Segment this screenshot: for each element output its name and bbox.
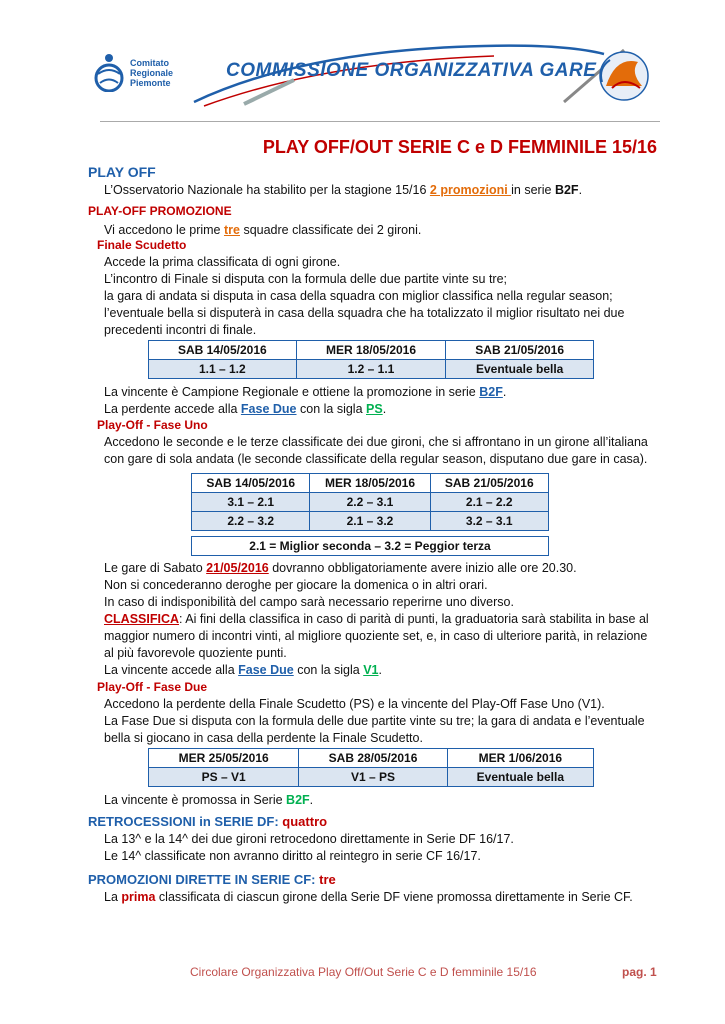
fase-uno-line: con gare di sola andata (le seconde classificate della regular season, disputano due gare in casa). xyxy=(104,452,648,466)
finale-line: precedenti incontri di finale. xyxy=(104,323,257,337)
subheading-playoff-promozione: PLAY-OFF PROMOZIONE xyxy=(88,204,232,218)
finale-schedule-table xyxy=(148,340,594,379)
fase-due-link[interactable]: Fase Due xyxy=(240,402,297,416)
v1-link[interactable]: V1 xyxy=(363,663,379,677)
fase-due-winner-line: La vincente è promossa in Serie B2F. xyxy=(104,793,314,807)
classifica-paragraph: CLASSIFICA: Ai fini della classifica in caso di parità di punti, la graduatoria sarà stabilita in base al xyxy=(104,612,649,626)
classifica-link[interactable]: CLASSIFICA xyxy=(104,612,179,626)
table-row xyxy=(192,512,549,531)
table-cell: 1.1 – 1.2 xyxy=(149,360,297,379)
committee-name: Comitato Regionale Piemonte xyxy=(130,58,174,88)
table-cell: PS – V1 xyxy=(149,768,299,787)
section-heading-retrocessioni: RETROCESSIONI in SERIE DF: quattro xyxy=(88,814,328,829)
table-header-cell: SAB 14/05/2016 xyxy=(149,341,297,360)
table-header-cell: SAB 28/05/2016 xyxy=(299,749,447,768)
section-heading-play-off: PLAY OFF xyxy=(88,164,156,180)
table-row xyxy=(192,493,549,512)
fase-due-schedule-table xyxy=(148,748,594,787)
page-number: pag. 1 xyxy=(622,965,657,979)
finale-line: L’incontro di Finale si disputa con la formula delle due partite vinte su tre; xyxy=(104,272,508,286)
table-header-cell: SAB 21/05/2016 xyxy=(446,341,594,360)
fase-uno-note-table xyxy=(191,536,549,556)
header-rule xyxy=(100,121,660,122)
subheading-fase-uno: Play-Off - Fase Uno xyxy=(97,418,208,432)
table-cell: V1 – PS xyxy=(299,768,447,787)
table-header-cell: SAB 14/05/2016 xyxy=(192,474,310,493)
finale-line: l’eventuale bella si disputerà in casa della squadra che ha totalizzato il miglior risultato nei due xyxy=(104,306,625,320)
retrocessioni-line: La 13^ e la 14^ dei due gironi retrocedono direttamente in Serie DF 16/17. xyxy=(104,832,514,846)
table-header-cell: MER 1/06/2016 xyxy=(447,749,593,768)
section-heading-promozioni-dirette: PROMOZIONI DIRETTE IN SERIE CF: tre xyxy=(88,872,336,887)
table-header-cell: SAB 21/05/2016 xyxy=(430,474,548,493)
fase-due-link[interactable]: Fase Due xyxy=(238,663,294,677)
table-row xyxy=(149,749,594,768)
finale-winner-line: La vincente è Campione Regionale e ottiene la promozione in serie B2F. xyxy=(104,385,507,399)
fase-uno-paragraph: In caso di indisponibilità del campo sarà necessario reperirne uno diverso. xyxy=(104,595,514,609)
table-row xyxy=(149,360,594,379)
table-header-cell: MER 18/05/2016 xyxy=(310,474,430,493)
fase-uno-schedule-table xyxy=(191,473,549,531)
table-cell: 2.2 – 3.1 xyxy=(310,493,430,512)
tre-link[interactable]: tre xyxy=(223,223,240,237)
fase-uno-line: Accedono le seconde e le terze classificate dei due gironi, che si affrontano in un girone all’italiana xyxy=(104,435,648,449)
classifica-paragraph: maggior numero di incontri vinti, al migliore quoziente set, e, in caso di ulteriore parità, in relazione xyxy=(104,629,648,643)
table-cell: 3.2 – 3.1 xyxy=(430,512,548,531)
footer-text: Circolare Organizzativa Play Off/Out Serie C e D femminile 15/16 xyxy=(190,965,537,979)
volleyball-icon xyxy=(92,52,126,92)
subheading-finale-scudetto: Finale Scudetto xyxy=(97,238,187,252)
table-cell: 3.1 – 2.1 xyxy=(192,493,310,512)
table-note-cell: 2.1 = Miglior seconda – 3.2 = Peggior terza xyxy=(192,537,549,556)
ps-link[interactable]: PS xyxy=(366,402,383,416)
playoff-intro: L’Osservatorio Nazionale ha stabilito per la stagione 15/16 2 promozioni in serie B2F. xyxy=(104,183,583,197)
table-cell: 2.1 – 2.2 xyxy=(430,493,548,512)
date-link[interactable]: 21/05/2016 xyxy=(206,561,269,575)
banner-title: COMMISSIONE ORGANIZZATIVA GARE xyxy=(226,60,597,81)
table-row xyxy=(192,474,549,493)
table-cell: 2.1 – 3.2 xyxy=(310,512,430,531)
table-cell: 2.2 – 3.2 xyxy=(192,512,310,531)
fase-uno-paragraph: Non si concederanno deroghe per giocare la domenica o in altri orari. xyxy=(104,578,488,592)
finale-loser-line: La perdente accede alla Fase Due con la sigla PS. xyxy=(104,402,387,416)
federation-logo xyxy=(576,46,666,106)
fase-uno-winner-line: La vincente accede alla Fase Due con la sigla V1. xyxy=(104,663,382,677)
table-row xyxy=(149,341,594,360)
table-header-cell: MER 18/05/2016 xyxy=(296,341,446,360)
classifica-paragraph: al più favorevole quoziente punti. xyxy=(104,646,287,660)
table-cell: Eventuale bella xyxy=(447,768,593,787)
fase-due-line: Accedono la perdente della Finale Scudetto (PS) e la vincente del Play-Off Fase Uno (V1). xyxy=(104,697,605,711)
table-header-cell: MER 25/05/2016 xyxy=(149,749,299,768)
finale-line: Accede la prima classificata di ogni girone. xyxy=(104,255,341,269)
fase-due-line: bella si giocano in casa della perdente la Finale Scudetto. xyxy=(104,731,423,745)
promozione-line: Vi accedono le prime tre squadre classificate dei 2 gironi. xyxy=(104,223,422,237)
page-title: PLAY OFF/OUT SERIE C e D FEMMINILE 15/16 xyxy=(262,137,657,157)
b2f-link[interactable]: B2F xyxy=(479,385,503,399)
committee-logo xyxy=(88,48,178,98)
fase-uno-paragraph: Le gare di Sabato 21/05/2016 dovranno obbligatoriamente avere inizio alle ore 20.30. xyxy=(104,561,577,575)
promozioni-dirette-line: La prima classificata di ciascun girone della Serie DF viene promossa direttamente in Serie CF. xyxy=(104,890,633,904)
retrocessioni-line: Le 14^ classificate non avranno diritto al reintegro in serie CF 16/17. xyxy=(104,849,481,863)
letterhead xyxy=(88,40,668,118)
subheading-fase-due: Play-Off - Fase Due xyxy=(97,680,208,694)
table-row xyxy=(149,768,594,787)
fase-due-line: La Fase Due si disputa con la formula delle due partite vinte su tre; la gara di andata e l’eventuale xyxy=(104,714,645,728)
table-cell: 1.2 – 1.1 xyxy=(296,360,446,379)
promotions-link[interactable]: 2 promozioni xyxy=(429,183,512,197)
table-row xyxy=(192,537,549,556)
table-cell: Eventuale bella xyxy=(446,360,594,379)
finale-line: la gara di andata si disputa in casa della squadra con miglior classifica nella regular season; xyxy=(104,289,613,303)
